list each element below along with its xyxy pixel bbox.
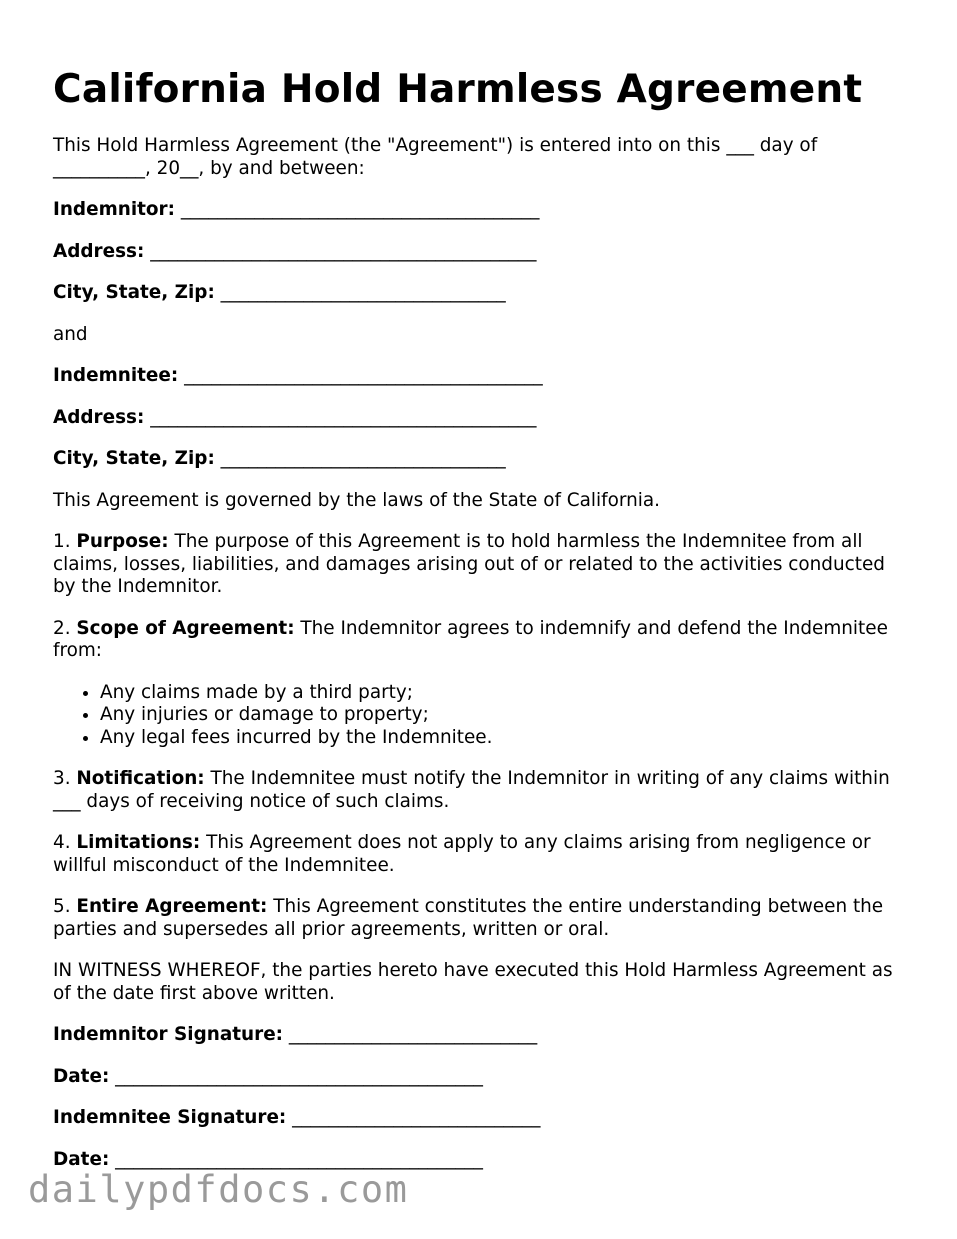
indemnitee-signature-label: Indemnitee Signature: [53,1107,287,1128]
indemnitee-date-label: Date: [53,1148,110,1170]
indemnitee-city-field [53,448,913,471]
indemnitor-date-label: Date: [53,1065,110,1087]
document-title: California Hold Harmless Agreement [53,67,863,112]
section-entire-agreement [53,896,913,941]
indemnitor-name-label: Indemnitor: [53,199,175,220]
section-entire-number: 5. [53,896,71,917]
indemnitee-city-blank: _______________________________ [220,448,506,469]
indemnitor-address-blank: __________________________________________ [150,240,537,262]
section-limitations [53,832,913,877]
indemnitor-date-blank: ________________________________________ [115,1065,483,1087]
indemnitor-signature-blank: ___________________________ [288,1024,538,1045]
indemnitee-address-blank: __________________________________________ [150,406,537,428]
scope-list-item: • Any legal fees incurred by the Indemnitee. [100,727,913,750]
indemnitor-name-blank: _______________________________________ [180,199,540,220]
document-page [53,66,913,1190]
section-notification-text: The Indemnitee must notify the Indemnitor in writing of any claims within ___ days of receiving notice of such claims. [53,768,890,812]
indemnitor-address-field [53,241,913,264]
indemnitor-signature-label: Indemnitor Signature: [53,1024,284,1045]
section-scope-text: The Indemnitor agrees to indemnify and defend the Indemnitee from: [53,617,888,661]
indemnitee-address-field [53,407,913,430]
indemnitor-name-field [53,199,913,222]
section-entire-heading: Entire Agreement: [76,896,268,917]
section-scope [53,618,913,663]
witness-paragraph: IN WITNESS WHEREOF, the parties hereto have executed this Hold Harmless Agreement as of the date first above written. [53,960,893,1004]
scope-list-item: • Any claims made by a third party; [100,682,913,705]
indemnitor-address-label: Address: [53,240,145,262]
indemnitee-name-blank: _______________________________________ [184,365,543,386]
section-notification [53,768,913,813]
watermark: dailypdfdocs.com [28,1168,409,1211]
indemnitor-city-blank: _______________________________ [220,282,506,303]
intro-paragraph: This Hold Harmless Agreement (the "Agreement") is entered into on this ___ day of __________, 20__, by and between: [53,135,818,179]
section-notification-number: 3. [53,768,71,789]
section-limitations-heading: Limitations: [76,832,201,853]
section-purpose-heading: Purpose: [76,531,169,552]
section-purpose [53,531,913,599]
section-purpose-number: 1. [53,531,71,552]
governing-law-paragraph: This Agreement is governed by the laws of the State of California. [53,489,660,511]
section-limitations-number: 4. [53,832,71,853]
indemnitee-signature-blank: ___________________________ [292,1107,541,1128]
indemnitee-name-field [53,365,913,388]
scope-list-item: • Any injuries or damage to property; [100,704,913,727]
indemnitor-city-field [53,282,913,305]
section-entire-text: This Agreement constitutes the entire understanding between the parties and supersedes all prior agreements, written or oral. [53,896,884,940]
indemnitor-city-label: City, State, Zip: [53,282,215,303]
section-purpose-text: The purpose of this Agreement is to hold harmless the Indemnitee from all claims, losses, liabilities, and damages arising out of or related to the activities conducted by the Indemnitor. [53,531,885,597]
and-separator: and [53,323,88,345]
scope-list [53,682,913,750]
indemnitee-city-label: City, State, Zip: [53,448,215,469]
section-scope-heading: Scope of Agreement: [76,617,295,639]
section-notification-heading: Notification: [76,768,205,789]
indemnitee-address-label: Address: [53,406,145,428]
indemnitor-signature-field [53,1024,913,1047]
section-scope-number: 2. [53,617,71,639]
section-limitations-text: This Agreement does not apply to any claims arising from negligence or willful misconduct of the Indemnitee. [53,832,871,876]
indemnitee-name-label: Indemnitee: [53,365,179,386]
indemnitee-date-blank: ________________________________________ [115,1148,483,1170]
indemnitor-date-field [53,1066,913,1089]
indemnitee-signature-field [53,1107,913,1130]
